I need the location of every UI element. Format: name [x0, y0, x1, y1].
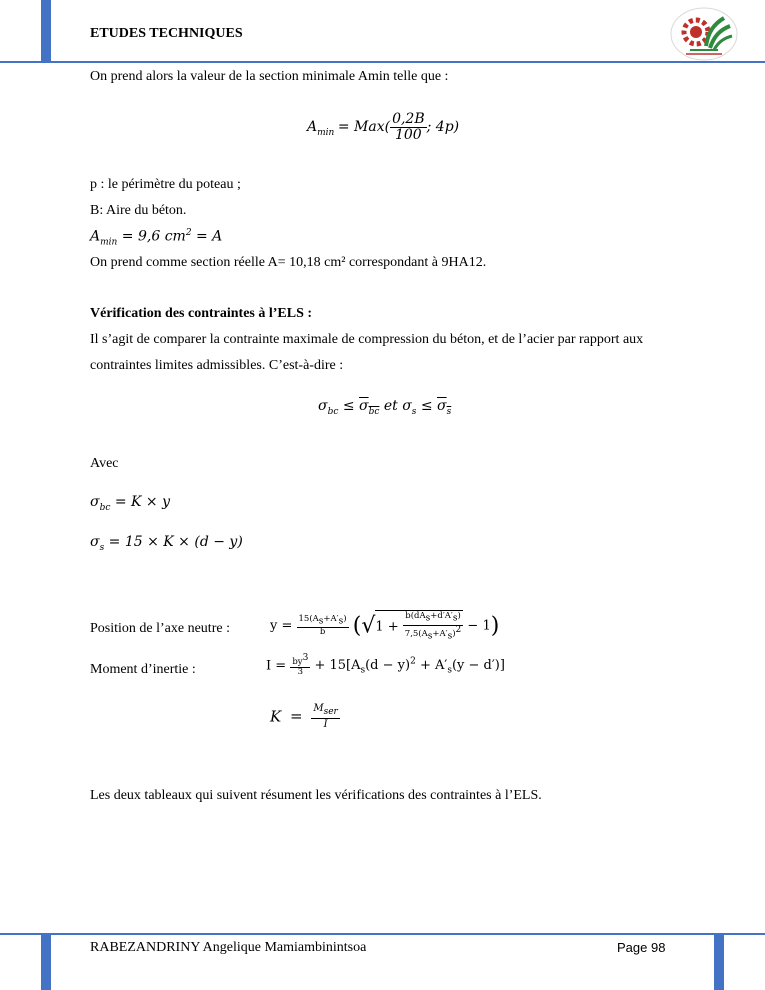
inertie-label: Moment d’inertie :: [90, 662, 196, 677]
axe-neutre-label: Position de l’axe neutre :: [90, 621, 230, 636]
closing-text: Les deux tableaux qui suivent résument les vérifications des contraintes à l’ELS.: [90, 788, 542, 803]
sigma-bc-formula: $\sigma_{bc} = K \times y$: [90, 494, 171, 513]
university-emblem-icon: [668, 6, 740, 62]
amin-value: $A_{min} = 9,6$ $cm^2 = A$: [90, 228, 223, 248]
footer-rule: [0, 933, 765, 935]
k-formula: K = $\frac{M_{ser}}{I}$: [270, 703, 338, 730]
inertie-formula: I = $\frac{by^3}{3}$ + $15[A_s(d - y)^2 + A'_s(y - d')]$: [266, 653, 505, 678]
header-title: ETUDES TECHNIQUES: [90, 26, 243, 41]
footer-right-bar: [714, 933, 724, 990]
verif-text-1: Il s’agit de comparer la contrainte maximale de compression du béton, et de l’acier par rapport aux: [90, 332, 644, 347]
footer-author: RABEZANDRINY Angelique Mamiambinintsoa: [90, 940, 367, 955]
page-number: Page 98: [617, 940, 666, 955]
verif-heading: Vérification des contraintes à l’ELS :: [90, 306, 313, 321]
amin-formula: $A_{min} = Max$( $\frac{0,2B}{100}$ ; 4p): [307, 111, 460, 144]
footer-left-bar: [41, 933, 51, 990]
sigma-s-formula: $\sigma_s = 15 \times K \times (d - y)$: [90, 534, 243, 553]
section-reelle: On prend comme section réelle A= 10,18 cm² correspondant à 9HA12.: [90, 255, 487, 270]
header-rule: [0, 61, 765, 63]
def-aire-beton: B: Aire du béton.: [90, 203, 187, 218]
avec-label: Avec: [90, 456, 119, 471]
def-perimetre: p : le périmètre du poteau ;: [90, 177, 241, 192]
intro-text: On prend alors la valeur de la section minimale Amin telle que :: [90, 69, 449, 84]
header-left-bar: [41, 0, 51, 62]
condition-formula: $\sigma_{bc} \le \sigma_{bc}$ et $\sigma_s \le \sigma_s$: [318, 398, 452, 417]
verif-text-2: contraintes limites admissibles. C’est-à-dire :: [90, 358, 344, 373]
axe-neutre-formula: y = $\frac{15(A_s+A'_s)}{b}$ (√1 + $\frac{b(dA_s+d'A'_s)}{7,5(A_s+A'_s)^2}$ − 1): [270, 611, 500, 642]
